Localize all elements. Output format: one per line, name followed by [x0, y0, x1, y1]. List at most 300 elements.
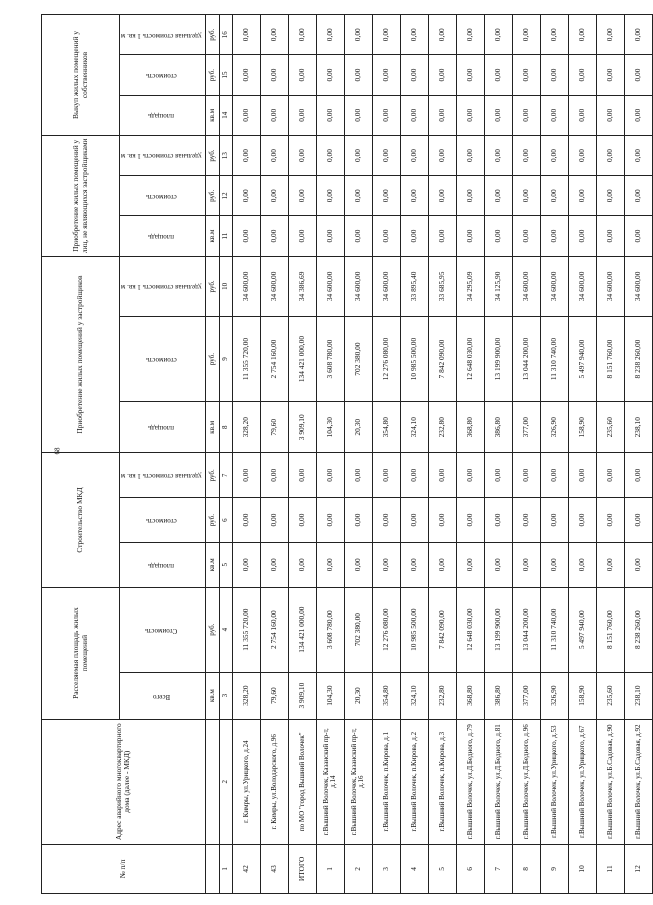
column-number: 14	[219, 95, 232, 135]
row-number-cell: 6	[456, 844, 484, 893]
value-cell: 0,00	[288, 15, 316, 55]
value-cell: 0,00	[232, 95, 260, 135]
value-cell: 0,00	[624, 542, 652, 587]
value-cell: 11 310 740,00	[540, 587, 568, 672]
value-cell: 0,00	[540, 498, 568, 543]
unit-cell: руб.	[205, 176, 219, 216]
value-cell: 0,00	[260, 15, 288, 55]
value-cell: 3 909,10	[288, 402, 316, 453]
value-cell: 0,00	[568, 498, 596, 543]
value-cell: 0,00	[232, 216, 260, 256]
value-cell: 11 355 720,00	[232, 317, 260, 402]
value-cell: 3 608 780,00	[316, 317, 344, 402]
value-cell: 0,00	[400, 95, 428, 135]
address-cell: по МО "город Вышний Волочек"	[288, 719, 316, 844]
value-cell: 34 600,00	[232, 256, 260, 316]
value-cell: 0,00	[344, 216, 372, 256]
value-cell: 0,00	[596, 55, 624, 95]
value-cell: 0,00	[372, 542, 400, 587]
row-number-cell: 43	[260, 844, 288, 893]
value-cell: 0,00	[260, 176, 288, 216]
value-cell: 11 355 720,00	[232, 587, 260, 672]
value-cell: 0,00	[540, 216, 568, 256]
address-cell: г.Вышний Волочек, п.Кирова, д.2	[400, 719, 428, 844]
unit-cell: руб.	[205, 587, 219, 672]
value-cell: 0,00	[540, 542, 568, 587]
value-cell: 0,00	[428, 542, 456, 587]
value-cell: 0,00	[484, 453, 512, 498]
address-cell: г. Кимры, ул.Володарского, д.96	[260, 719, 288, 844]
value-cell: 12 648 030,00	[456, 317, 484, 402]
value-cell: 0,00	[316, 216, 344, 256]
row-number-cell: 7	[484, 844, 512, 893]
value-cell: 79,60	[260, 672, 288, 719]
value-cell: 0,00	[456, 542, 484, 587]
value-cell: 0,00	[316, 176, 344, 216]
value-cell: 0,00	[568, 216, 596, 256]
value-cell: 702 380,00	[344, 587, 372, 672]
value-cell: 232,80	[428, 402, 456, 453]
value-cell: 0,00	[400, 216, 428, 256]
value-cell: 0,00	[344, 453, 372, 498]
value-cell: 0,00	[596, 453, 624, 498]
value-cell: 0,00	[288, 55, 316, 95]
value-cell: 0,00	[428, 498, 456, 543]
value-cell: 0,00	[484, 216, 512, 256]
value-cell: 34 600,00	[624, 256, 652, 316]
value-cell: 2 754 160,00	[260, 587, 288, 672]
table-row	[288, 15, 316, 894]
table-row	[596, 15, 624, 894]
value-cell: 0,00	[260, 95, 288, 135]
row-number-cell: 42	[232, 844, 260, 893]
value-cell: 0,00	[428, 95, 456, 135]
address-cell: г. Кимры, ул.Урицкого, д.24	[232, 719, 260, 844]
header-nondev-area: площадь	[120, 216, 206, 256]
address-cell: г.Вышний Волочек, п.Кирова, д.1	[372, 719, 400, 844]
value-cell: 0,00	[260, 498, 288, 543]
header-dev-area: площадь	[120, 402, 206, 453]
value-cell: 0,00	[624, 453, 652, 498]
column-numbers-row	[219, 15, 232, 894]
table-row	[428, 15, 456, 894]
value-cell: 3 909,10	[288, 672, 316, 719]
unit-cell: руб.	[205, 453, 219, 498]
value-cell: 0,00	[596, 135, 624, 175]
value-cell: 8 238 260,00	[624, 587, 652, 672]
value-cell: 10 985 500,00	[400, 317, 428, 402]
value-cell: 20,30	[344, 402, 372, 453]
value-cell: 0,00	[288, 216, 316, 256]
value-cell: 0,00	[540, 135, 568, 175]
header-construction-area: площадь	[120, 542, 206, 587]
value-cell: 12 276 080,00	[372, 317, 400, 402]
value-cell: 377,00	[512, 672, 540, 719]
value-cell: 134 421 000,00	[288, 587, 316, 672]
value-cell: 326,90	[540, 672, 568, 719]
value-cell: 2 754 160,00	[260, 317, 288, 402]
header-nondev-cost: стоимость	[120, 176, 206, 216]
value-cell: 0,00	[344, 135, 372, 175]
value-cell: 324,10	[400, 402, 428, 453]
header-nondev-unit-cost: удельная стоимость 1 кв. м	[120, 135, 206, 175]
column-number: 3	[219, 672, 232, 719]
page-number: 68	[53, 447, 62, 455]
table-row	[456, 15, 484, 894]
address-cell: г.Вышний Волочек, ул.Урицкого, д.67	[568, 719, 596, 844]
value-cell: 13 199 900,00	[484, 317, 512, 402]
value-cell: 702 380,00	[344, 317, 372, 402]
value-cell: 235,60	[596, 672, 624, 719]
column-number: 9	[219, 317, 232, 402]
value-cell: 0,00	[260, 216, 288, 256]
address-cell: г.Вышний Волочек, ул.Б.Садовая, д.92	[624, 719, 652, 844]
value-cell: 354,80	[372, 672, 400, 719]
value-cell: 0,00	[344, 176, 372, 216]
row-number-cell: 8	[512, 844, 540, 893]
table-row	[540, 15, 568, 894]
units-row	[205, 15, 219, 894]
table-row	[512, 15, 540, 894]
value-cell: 34 600,00	[372, 256, 400, 316]
row-number-cell: 4	[400, 844, 428, 893]
table-row	[232, 15, 260, 894]
value-cell: 0,00	[428, 55, 456, 95]
value-cell: 0,00	[400, 15, 428, 55]
value-cell: 0,00	[288, 176, 316, 216]
value-cell: 0,00	[344, 55, 372, 95]
value-cell: 33 895,40	[400, 256, 428, 316]
value-cell: 0,00	[624, 498, 652, 543]
unit-cell: кв.м	[205, 95, 219, 135]
value-cell: 0,00	[344, 15, 372, 55]
value-cell: 0,00	[540, 453, 568, 498]
value-cell: 0,00	[624, 55, 652, 95]
value-cell: 0,00	[484, 55, 512, 95]
value-cell: 20,30	[344, 672, 372, 719]
value-cell: 0,00	[288, 498, 316, 543]
unit-cell	[205, 719, 219, 844]
value-cell: 0,00	[568, 453, 596, 498]
value-cell: 0,00	[372, 176, 400, 216]
column-number: 15	[219, 55, 232, 95]
column-number: 7	[219, 453, 232, 498]
column-number: 16	[219, 15, 232, 55]
value-cell: 0,00	[456, 55, 484, 95]
header-address: Адрес аварийного многоквартирного дома (далее - МКД)	[42, 719, 206, 844]
value-cell: 0,00	[372, 216, 400, 256]
column-number: 10	[219, 256, 232, 316]
value-cell: 0,00	[512, 135, 540, 175]
value-cell: 13 199 900,00	[484, 587, 512, 672]
value-cell: 0,00	[232, 498, 260, 543]
row-number-cell: 10	[568, 844, 596, 893]
value-cell: 0,00	[596, 176, 624, 216]
value-cell: 386,80	[484, 402, 512, 453]
value-cell: 0,00	[456, 453, 484, 498]
value-cell: 0,00	[624, 95, 652, 135]
column-number: 13	[219, 135, 232, 175]
header-construction-unit-cost: удельная стоимость 1 кв. м	[120, 453, 206, 498]
value-cell: 0,00	[232, 453, 260, 498]
value-cell: 34 386,69	[288, 256, 316, 316]
value-cell: 0,00	[344, 95, 372, 135]
value-cell: 386,80	[484, 672, 512, 719]
value-cell: 8 151 760,00	[596, 317, 624, 402]
value-cell: 0,00	[344, 498, 372, 543]
value-cell: 0,00	[456, 216, 484, 256]
value-cell: 0,00	[568, 542, 596, 587]
value-cell: 0,00	[456, 135, 484, 175]
address-cell: г.Вышний Волочек, ул.Урицкого, д.53	[540, 719, 568, 844]
value-cell: 13 044 200,00	[512, 317, 540, 402]
value-cell: 368,80	[456, 672, 484, 719]
rotated-table-area	[41, 14, 643, 894]
value-cell: 0,00	[428, 216, 456, 256]
column-number: 1	[219, 844, 232, 893]
value-cell: 0,00	[596, 498, 624, 543]
row-number-cell: ИТОГО	[288, 844, 316, 893]
header-construction: Строительство МКД	[42, 453, 120, 587]
table-row	[372, 15, 400, 894]
value-cell: 7 842 090,00	[428, 317, 456, 402]
value-cell: 0,00	[400, 542, 428, 587]
value-cell: 0,00	[456, 15, 484, 55]
value-cell: 0,00	[400, 453, 428, 498]
unit-cell: кв.м	[205, 402, 219, 453]
value-cell: 0,00	[456, 95, 484, 135]
row-number-cell: 2	[344, 844, 372, 893]
unit-cell: руб.	[205, 55, 219, 95]
row-number-cell: 11	[596, 844, 624, 893]
value-cell: 324,10	[400, 672, 428, 719]
value-cell: 0,00	[372, 15, 400, 55]
value-cell: 3 608 780,00	[316, 587, 344, 672]
value-cell: 0,00	[624, 216, 652, 256]
value-cell: 0,00	[624, 15, 652, 55]
value-cell: 0,00	[596, 542, 624, 587]
header-buyout: Выкуп жилых помещений у собственников	[42, 15, 120, 136]
value-cell: 0,00	[316, 542, 344, 587]
value-cell: 0,00	[596, 95, 624, 135]
value-cell: 0,00	[316, 498, 344, 543]
value-cell: 0,00	[540, 95, 568, 135]
value-cell: 0,00	[484, 498, 512, 543]
value-cell: 0,00	[428, 15, 456, 55]
table-row	[400, 15, 428, 894]
value-cell: 0,00	[400, 135, 428, 175]
value-cell: 0,00	[540, 55, 568, 95]
value-cell: 0,00	[596, 216, 624, 256]
header-total: Всего	[120, 672, 206, 719]
value-cell: 0,00	[400, 55, 428, 95]
table-row	[260, 15, 288, 894]
address-cell: г.Вышний Волочек, Казанский пр-т, д.16	[344, 719, 372, 844]
value-cell: 0,00	[568, 95, 596, 135]
value-cell: 0,00	[232, 55, 260, 95]
value-cell: 8 238 260,00	[624, 317, 652, 402]
value-cell: 79,60	[260, 402, 288, 453]
value-cell: 0,00	[512, 95, 540, 135]
row-number-cell: 3	[372, 844, 400, 893]
value-cell: 0,00	[232, 542, 260, 587]
value-cell: 235,60	[596, 402, 624, 453]
column-number: 12	[219, 176, 232, 216]
value-cell: 0,00	[568, 55, 596, 95]
value-cell: 12 648 030,00	[456, 587, 484, 672]
value-cell: 8 151 760,00	[596, 587, 624, 672]
value-cell: 0,00	[540, 176, 568, 216]
value-cell: 0,00	[232, 176, 260, 216]
unit-cell: руб.	[205, 135, 219, 175]
value-cell: 0,00	[512, 176, 540, 216]
table-body	[232, 15, 652, 894]
value-cell: 238,10	[624, 672, 652, 719]
unit-cell: руб.	[205, 498, 219, 543]
value-cell: 368,80	[456, 402, 484, 453]
value-cell: 238,10	[624, 402, 652, 453]
value-cell: 34 295,09	[456, 256, 484, 316]
unit-cell	[205, 844, 219, 893]
value-cell: 0,00	[484, 135, 512, 175]
value-cell: 0,00	[344, 542, 372, 587]
value-cell: 0,00	[568, 176, 596, 216]
value-cell: 0,00	[568, 15, 596, 55]
column-number: 8	[219, 402, 232, 453]
value-cell: 0,00	[288, 542, 316, 587]
value-cell: 34 600,00	[260, 256, 288, 316]
value-cell: 0,00	[316, 95, 344, 135]
value-cell: 0,00	[456, 176, 484, 216]
value-cell: 104,30	[316, 672, 344, 719]
value-cell: 0,00	[540, 15, 568, 55]
value-cell: 0,00	[624, 135, 652, 175]
value-cell: 0,00	[316, 55, 344, 95]
value-cell: 0,00	[372, 55, 400, 95]
row-number-cell: 5	[428, 844, 456, 893]
value-cell: 0,00	[316, 15, 344, 55]
value-cell: 34 600,00	[540, 256, 568, 316]
unit-cell: руб.	[205, 317, 219, 402]
column-number: 2	[219, 719, 232, 844]
table-row	[344, 15, 372, 894]
header-resettled: Расселяемая площадь жилых помещений	[42, 587, 120, 719]
value-cell: 0,00	[428, 176, 456, 216]
value-cell: 7 842 090,00	[428, 587, 456, 672]
value-cell: 13 044 200,00	[512, 587, 540, 672]
column-number: 5	[219, 542, 232, 587]
value-cell: 377,00	[512, 402, 540, 453]
value-cell: 0,00	[512, 498, 540, 543]
value-cell: 10 985 500,00	[400, 587, 428, 672]
value-cell: 0,00	[512, 55, 540, 95]
value-cell: 0,00	[512, 542, 540, 587]
value-cell: 34 600,00	[568, 256, 596, 316]
column-number: 4	[219, 587, 232, 672]
header-purchase-developers: Приобретение жилых помещений у застройщиков	[42, 256, 120, 453]
value-cell: 0,00	[484, 542, 512, 587]
row-number-cell: 12	[624, 844, 652, 893]
header-buyout-unit-cost: удельная стоимость 1 кв. м	[120, 15, 206, 55]
value-cell: 0,00	[484, 15, 512, 55]
header-construction-cost: стоимость	[120, 498, 206, 543]
value-cell: 158,90	[568, 402, 596, 453]
header-purchase-nondevelopers: Приобретение жилых помещений у лиц, не являющихся застройщиками	[42, 135, 120, 256]
resettlement-table	[41, 14, 653, 894]
value-cell: 0,00	[260, 542, 288, 587]
row-number-cell: 1	[316, 844, 344, 893]
value-cell: 0,00	[428, 453, 456, 498]
value-cell: 0,00	[260, 453, 288, 498]
value-cell: 0,00	[484, 95, 512, 135]
value-cell: 0,00	[288, 135, 316, 175]
value-cell: 0,00	[260, 135, 288, 175]
row-number-cell: 9	[540, 844, 568, 893]
value-cell: 5 497 940,00	[568, 587, 596, 672]
table-row	[484, 15, 512, 894]
value-cell: 134 421 000,00	[288, 317, 316, 402]
address-cell: г.Вышний Волочек, ул.Д.Бедного, д.81	[484, 719, 512, 844]
address-cell: г.Вышний Волочек, п.Кирова, д.3	[428, 719, 456, 844]
value-cell: 5 497 940,00	[568, 317, 596, 402]
header-buyout-cost: стоимость	[120, 55, 206, 95]
header-buyout-area: площадь	[120, 95, 206, 135]
value-cell: 354,80	[372, 402, 400, 453]
address-cell: г.Вышний Волочек, ул.Б.Садовая, д.90	[596, 719, 624, 844]
value-cell: 0,00	[288, 95, 316, 135]
value-cell: 33 685,95	[428, 256, 456, 316]
value-cell: 326,90	[540, 402, 568, 453]
value-cell: 0,00	[428, 135, 456, 175]
address-cell: г.Вышний Волочек, ул.Д.Бедного, д.79	[456, 719, 484, 844]
unit-cell: руб.	[205, 15, 219, 55]
unit-cell: руб.	[205, 256, 219, 316]
unit-cell: кв.м	[205, 542, 219, 587]
value-cell: 34 600,00	[344, 256, 372, 316]
value-cell: 0,00	[372, 498, 400, 543]
table-container	[41, 14, 643, 894]
value-cell: 0,00	[512, 216, 540, 256]
value-cell: 232,80	[428, 672, 456, 719]
value-cell: 328,20	[232, 672, 260, 719]
value-cell: 0,00	[484, 176, 512, 216]
value-cell: 0,00	[512, 453, 540, 498]
unit-cell: кв.м	[205, 672, 219, 719]
value-cell: 0,00	[232, 15, 260, 55]
table-row	[624, 15, 652, 894]
column-number: 11	[219, 216, 232, 256]
value-cell: 0,00	[372, 135, 400, 175]
value-cell: 0,00	[456, 498, 484, 543]
address-cell: г.Вышний Волочек, ул.Д.Бедного, д.96	[512, 719, 540, 844]
value-cell: 0,00	[400, 176, 428, 216]
value-cell: 0,00	[568, 135, 596, 175]
value-cell: 0,00	[316, 453, 344, 498]
value-cell: 34 125,90	[484, 256, 512, 316]
value-cell: 328,20	[232, 402, 260, 453]
table-row	[316, 15, 344, 894]
value-cell: 158,90	[568, 672, 596, 719]
value-cell: 0,00	[372, 95, 400, 135]
value-cell: 104,30	[316, 402, 344, 453]
value-cell: 34 600,00	[512, 256, 540, 316]
header-dev-unit-cost: удельная стоимость 1 кв. м	[120, 256, 206, 316]
table-row	[568, 15, 596, 894]
value-cell: 0,00	[400, 498, 428, 543]
value-cell: 0,00	[288, 453, 316, 498]
value-cell: 0,00	[260, 55, 288, 95]
value-cell: 0,00	[512, 15, 540, 55]
